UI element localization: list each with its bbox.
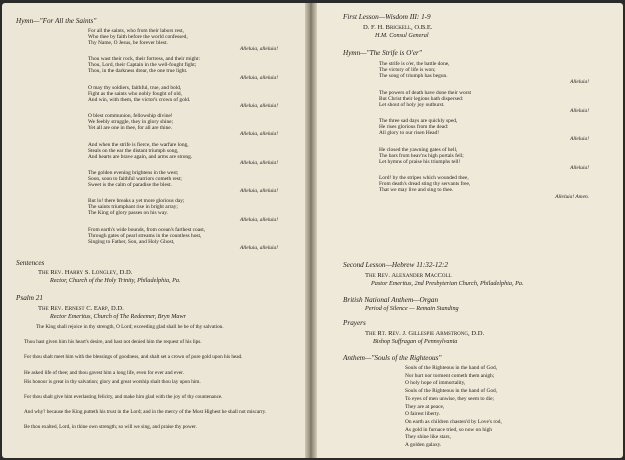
- verse-line: He rises glorious from the dead:: [379, 124, 449, 131]
- verse-line: Singing to Father, Son, and Holy Ghost,: [88, 238, 175, 245]
- psalm-verse: For thou shalt meet him with the blessings of goodness, and shalt set a crown of pure gold upon his head.: [24, 354, 243, 361]
- verse-line: Soon, soon to faithful warriors cometh rest;: [88, 176, 182, 183]
- anthem-line: O fairest liberty.: [405, 411, 441, 418]
- refrain-line: Alleluia, alleluia!: [239, 244, 278, 251]
- verse-line: From earth's wide bounds, from ocean's farthest coast,: [88, 226, 206, 233]
- hymn-stanza: [88, 198, 278, 222]
- psalm-officiant-title: Rector Emeritus, Church of The Redeemer, Bryn Mawr: [50, 313, 187, 320]
- verse-line: The powers of death have done their worst: [379, 89, 472, 96]
- refrain-line: Alleluia, alleluia!: [239, 131, 278, 138]
- verse-line: And when the strife is fierce, the warfare long,: [88, 141, 189, 148]
- verse-line: O blest communion, fellowship divine!: [88, 113, 173, 120]
- hymn-stanza: [379, 61, 589, 85]
- anthem-line: To eyes of men unwise, they seem to die;: [405, 395, 494, 402]
- hymn-heading: Hymn—"The Strife is O'er": [343, 49, 422, 57]
- psalm-verse: Be thou exalted, Lord, in thine own strength; so will we sing, and praise thy power.: [24, 424, 197, 431]
- verse-line: The victory of life is won;: [379, 67, 436, 74]
- hymn-stanza: [379, 118, 589, 142]
- psalm-verse: Thou hast given him his heart's desire, and hast not denied him the request of his lips.: [24, 339, 202, 346]
- silence-instruction: Period of Silence — Remain Standing: [365, 305, 459, 312]
- first-lesson-heading: First Lesson—Wisdom III: 1-9: [343, 13, 431, 21]
- hymn-stanza: [88, 85, 278, 109]
- verse-line: Thou wast their rock, their fortress, and their might:: [88, 56, 200, 63]
- psalm-verse: He asked life of thee; and thou gavest him a long life, even for ever and ever.: [24, 369, 184, 376]
- verse-line: Thy Name, O Jesus, be forever blest.: [88, 40, 168, 47]
- anthem-heading: Anthem—"Souls of the Righteous": [343, 354, 442, 362]
- right-page: [313, 3, 623, 458]
- second-lesson-heading: Second Lesson—Hebrew 11:32-12:2: [343, 261, 448, 269]
- verse-line: Through gates of pearl streams in the countless host,: [88, 232, 202, 239]
- anthem-line: A golden galaxy.: [405, 442, 442, 449]
- verse-line: The song of triumph has begun.: [379, 73, 448, 80]
- refrain-line: Alleluia, alleluia!: [239, 102, 278, 109]
- verse-line: For all the saints, who from their labors rest,: [88, 28, 184, 34]
- verse-line: The saints triumphant rise in bright array;: [88, 204, 178, 211]
- hymn-stanza: [88, 227, 278, 251]
- psalm-heading: Psalm 21: [16, 294, 43, 302]
- prayers-officiant-title: Bishop Suffragan of Pennsylvania: [373, 338, 458, 345]
- hymn-stanza: [379, 90, 589, 114]
- verse-line: Let shout of holy joy outburst.: [379, 101, 445, 108]
- verse-line: But Christ their legions hath dispersed:: [379, 95, 464, 102]
- verse-line: The strife is o'er, the battle done,: [379, 61, 450, 67]
- verse-line: Fight as the saints who nobly fought of old,: [88, 90, 182, 97]
- book-gutter: [305, 3, 317, 458]
- verse-line: That we may live and sing to thee.: [379, 187, 454, 194]
- refrain-line: Alleluia, alleluia!: [239, 159, 278, 166]
- verse-line: Thou, in the darkness drear, the one true light.: [88, 68, 188, 75]
- verse-line: Who thee by faith before the world confessed,: [88, 34, 188, 41]
- organ-anthem-heading: British National Anthem—Organ: [343, 296, 439, 304]
- refrain-line: Alleluia, alleluia!: [239, 74, 278, 81]
- verse-line: All glory to our risen Head!: [379, 130, 440, 137]
- anthem-line: They shine like stars,: [405, 434, 451, 441]
- verse-line: Steals on the ear the distant triumph song,: [88, 147, 179, 154]
- anthem-line: On earth as children chasten'd by Love's rod,: [405, 418, 502, 425]
- sentences-officiant-title: Rector, Church of the Holy Trinity, Philadelphia, Pa.: [50, 277, 181, 284]
- refrain-line: Alleluia!: [570, 136, 589, 143]
- psalm-verse: And why? because the King putteth his trust in the Lord; and in the mercy of the Most Highest he shall not miscarry.: [24, 409, 267, 416]
- refrain-line: Alleluia, alleluia!: [239, 216, 278, 223]
- verse-line: Thou, Lord, their Captain in the well-fought fight;: [88, 62, 197, 69]
- verse-line: And hearts are brave again, and arms are strong.: [88, 153, 193, 160]
- psalm-verse: For thou shalt give him everlasting felicity, and make him glad with the joy of thy countenance.: [24, 394, 223, 400]
- refrain-line: Alleluia! Amen.: [555, 193, 589, 200]
- hymn-stanza: [379, 147, 589, 171]
- verse-line: We feebly struggle, they in glory shine;: [88, 119, 174, 126]
- verse-line: The golden evening brightens in the west;: [88, 170, 179, 176]
- second-lesson-reader: The Rev. Alexander MacColl: [365, 272, 452, 279]
- anthem-line: Souls of the Righteous in the hand of God,: [405, 365, 498, 371]
- verse-line: Sweet is the calm of paradise the blest.: [88, 182, 172, 189]
- hymn-stanza: [88, 56, 278, 80]
- anthem-line: As gold in furnace tried, so now on high: [405, 426, 492, 433]
- refrain-line: Alleluia, alleluia!: [239, 188, 278, 195]
- hymn-stanza: [379, 175, 589, 199]
- psalm-verse: The King shall rejoice in thy strength, O Lord; exceeding glad shall he be of thy salvation.: [36, 324, 224, 330]
- verse-line: Lord! by the stripes which wounded thee,: [379, 175, 469, 182]
- sentences-heading: Sentences: [16, 259, 45, 267]
- first-lesson-reader-title: H.M. Consul General: [375, 32, 429, 39]
- hymn-stanza: [88, 113, 278, 137]
- psalm-officiant: The Rev. Ernest C. Earp, D.D.: [38, 305, 124, 312]
- refrain-line: Alleluia, alleluia!: [239, 46, 278, 53]
- anthem-line: Souls of the Righteous in the hand of God,: [405, 388, 498, 395]
- verse-line: He closed the yawning gates of hell,: [379, 146, 458, 153]
- refrain-line: Alleluia!: [570, 164, 589, 171]
- second-lesson-reader-title: Pastor Emeritus, 2nd Presbyterian Church, Philadelphia, Pa.: [371, 280, 524, 287]
- anthem-line: O holy hope of immortality,: [405, 380, 466, 387]
- verse-line: But lo! there breaks a yet more glorious day;: [88, 198, 185, 205]
- verse-line: Yet all are one in thee, for all are thine.: [88, 125, 173, 132]
- verse-line: The King of glory passes on his way.: [88, 210, 168, 217]
- refrain-line: Alleluia!: [570, 79, 589, 86]
- refrain-line: Alleluia!: [570, 107, 589, 114]
- hymn-stanza: [88, 142, 278, 166]
- anthem-line: They are at peace,: [405, 403, 445, 410]
- hymn-title: Hymn—"For All the Saints": [16, 17, 97, 25]
- hymn-stanza: [88, 28, 278, 52]
- verse-line: From death's dread sting thy servants free,: [379, 181, 471, 188]
- first-lesson-reader: D. F. H. Brickell, O.B.E.: [363, 24, 433, 31]
- hymn-stanza: [88, 170, 278, 194]
- anthem-line: Nor hurt nor torment cometh them anigh;: [405, 372, 495, 379]
- verse-line: The three sad days are quickly sped,: [379, 118, 458, 125]
- left-page: [2, 3, 309, 458]
- anthem-verse: [405, 365, 502, 450]
- prayers-officiant: The Rt. Rev. J. Gillespie Armstrong, D.D.: [365, 330, 485, 337]
- prayers-heading: Prayers: [343, 319, 366, 327]
- verse-line: O may thy soldiers, faithful, true, and bold,: [88, 84, 182, 91]
- sentences-officiant: The Rev. Harry S. Longley, D.D.: [38, 269, 133, 276]
- verse-line: Let hymns of praise his triumphs tell!: [379, 158, 461, 165]
- psalm-verse: His honour is great in thy salvation; glory and great worship shalt thou lay upon him.: [24, 378, 201, 385]
- verse-line: And win, with them, the victor's crown of gold.: [88, 96, 191, 103]
- verse-line: The bars from heav'ns high portals fell;: [379, 152, 464, 159]
